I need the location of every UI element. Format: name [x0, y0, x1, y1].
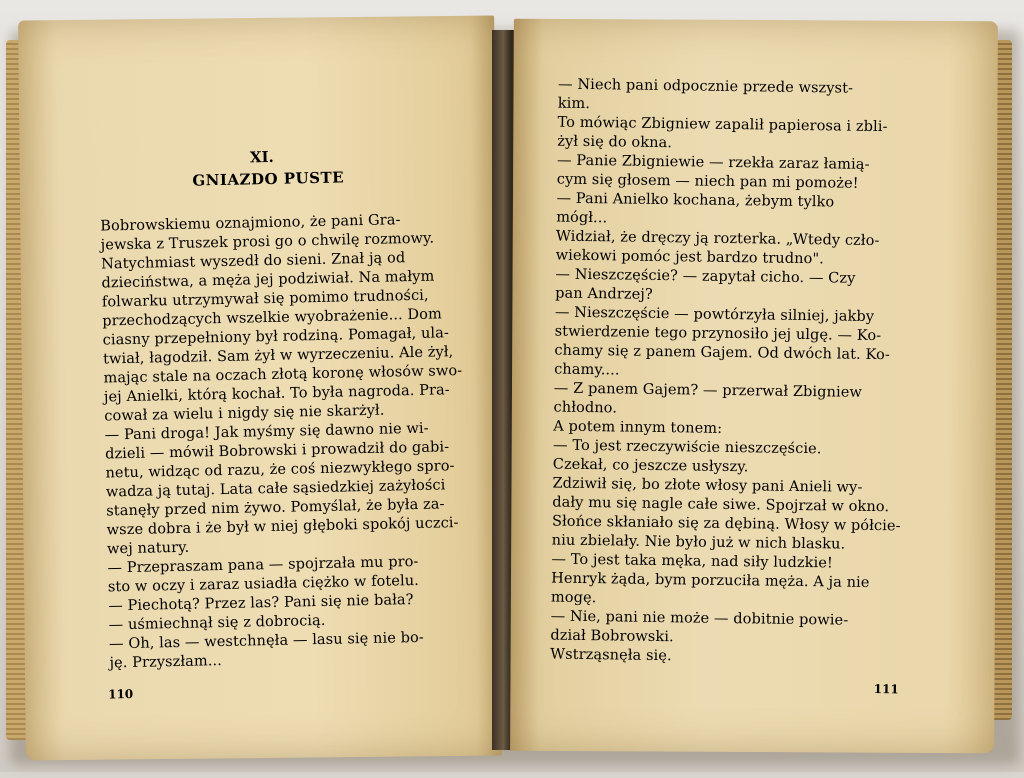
text-line: przechodzących wszelkie wyobrażenie... Dom — [102, 306, 443, 330]
text-line: mógł... — [556, 209, 608, 227]
text-line: — Przepraszam pana — spojrzała mu pro- — [107, 553, 419, 577]
text-line: cował za wielu i nigdy się nie skarżył. — [104, 402, 385, 425]
text-line: Słońce skłaniało się za dębiną. Włosy w półcie- — [551, 513, 901, 535]
text-line: Natychmiast wyszedł do sieni. Znał ją od — [100, 250, 406, 273]
right-page-body — [550, 76, 920, 670]
text-line: — Nieszczęście? — zapytał cicho. — Czy — [555, 266, 856, 287]
text-line: pan Andrzej? — [555, 285, 653, 303]
text-line: dział Bobrowski. — [550, 627, 674, 646]
text-line: — Z panem Gajem? — przerwał Zbigniew — [553, 380, 863, 401]
text-line: Wstrząsnęła się. — [550, 646, 672, 665]
text-line: ję. Przyszłam... — [109, 653, 223, 672]
text-line: cym się głosem — niech pan mi pomoże! — [556, 171, 859, 192]
right-page-number: 111 — [873, 682, 899, 697]
text-line: netu, widząc od razu, że coś niezwykłego spro- — [105, 458, 455, 482]
text-line: Zdziwił się, bo złote włosy pani Anieli wy- — [552, 475, 863, 496]
text-line: — To jest rzeczywiście nieszczęście. — [552, 437, 822, 458]
text-line: stwierdzenie tego przynosiło jej ulgę. — Ko- — [554, 323, 882, 345]
left-page-number: 110 — [107, 686, 134, 702]
chapter-number: XI. — [249, 147, 274, 167]
text-line: niu zbielały. Nie było już w nich blasku. — [551, 532, 846, 553]
text-line: mając stale na oczach złotą koronę włosów swo- — [103, 362, 463, 387]
text-line: wsze dobra i że był w niej głęboki spokój uczci- — [106, 515, 459, 539]
text-line: dały mu się nagle całe siwe. Spojrzał w okno. — [552, 494, 890, 516]
text-line: kim. — [557, 95, 591, 113]
text-line: — Nie, pani nie może — dobitnie powie- — [550, 608, 849, 629]
text-line: żył się do okna. — [557, 133, 673, 152]
text-line: Henryk żąda, bym porzuciła męża. A ja nie — [551, 570, 870, 591]
text-line: Bobrowskiemu oznajmiono, że pani Gra- — [100, 212, 401, 235]
text-line: — Nieszczęście — powtórzyła silniej, jakby — [554, 304, 875, 326]
text-line: Czekał, co jeszcze usłyszy. — [552, 456, 749, 476]
text-line: — To jest taka męka, nad siły ludzkie! — [551, 551, 833, 572]
text-line: jewska z Truszek prosi go o chwilę rozmowy. — [100, 230, 435, 254]
text-line: jej Anielki, którą kochał. To była nagroda. Pra- — [103, 382, 450, 406]
text-line: To mówiąc Zbigniew zapalił papierosa i zbli- — [557, 114, 888, 136]
text-line: — Pani droga! Jak myśmy się dawno nie wi- — [104, 420, 429, 444]
text-line: — Pani Anielko kochana, żebym tylko — [556, 190, 835, 211]
text-line: dzieciństwa, a męża jej podziwiał. Na małym — [101, 268, 435, 292]
text-line: — Piechotą? Przez las? Pani się nie bała? — [108, 592, 414, 615]
text-line: folwarku utrzymywał się pomimo trudności, — [101, 287, 429, 311]
text-line: Widział, że dręczy ją rozterka. „Wtedy czło- — [555, 228, 880, 250]
text-line: A potem innym tonem: — [553, 418, 723, 437]
text-line: chamy.... — [554, 361, 620, 379]
text-line: mogę. — [550, 589, 597, 607]
text-line: — uśmiechnął się z dobrocią. — [108, 612, 326, 634]
chapter-title: GNIAZDO PUSTE — [192, 168, 345, 190]
text-line: wadza ją tutaj. Lata całe sąsiedzkiej zażyłości — [105, 477, 446, 501]
text-line: chłodno. — [553, 399, 618, 417]
text-line: wej natury. — [106, 539, 190, 558]
text-line: — Niech pani odpocznie przede wszyst- — [557, 76, 854, 97]
text-line: wiekowi pomóc jest bardzo trudno". — [555, 247, 825, 268]
text-line: — Panie Zbigniewie — rzekła zaraz łamią- — [556, 152, 870, 173]
text-line: ciasny przepełniony był rodziną. Pomagał, ula- — [102, 325, 450, 349]
text-line: sto w oczy i zaraz usiadła ciężko w fotelu. — [107, 572, 420, 596]
text-line: — Oh, las — westchnęła — lasu się nie bo- — [108, 629, 425, 653]
text-line: twiał, łagodził. Sam żył w wyrzeczeniu. Ale żył, — [102, 344, 454, 368]
text-line: dzieli — mówił Bobrowski i prowadził do gabi- — [104, 439, 450, 463]
text-line: chamy się z panem Gajem. Od dwóch lat. Ko- — [554, 342, 891, 364]
text-line: stanęły przed nim żywo. Pomyślał, że była za- — [106, 496, 445, 520]
